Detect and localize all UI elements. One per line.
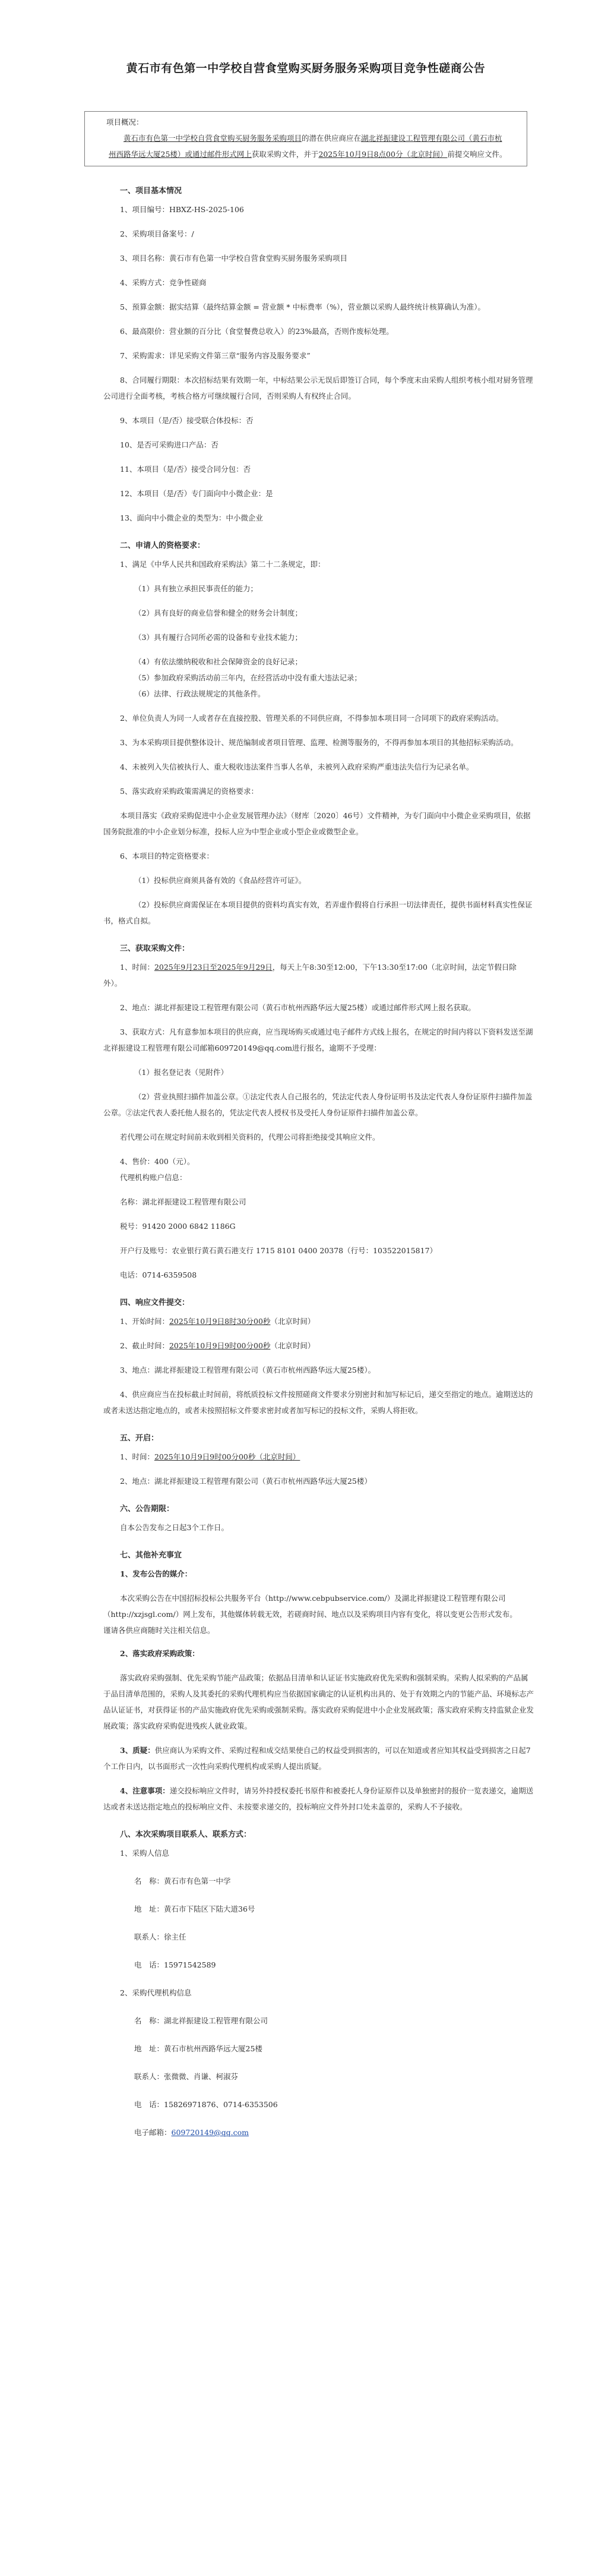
- s4-note: 4、供应商应当在投标截止时间前，将纸质投标文件按照磋商文件要求分别密封和加写标记后，递交至指定的地点。逾期送达的或者未送达指定地点的，或者未按照招标文件要求密封或者加写标记的投标文件，采购人将拒收。: [103, 1390, 533, 1415]
- overview-deadline: 2025年10月9日8点00分（北京时间）: [318, 150, 448, 159]
- purchaser-heading: 1、采购人信息: [120, 1849, 169, 1858]
- agency-email-label: 电子邮箱：: [134, 2128, 172, 2137]
- s1-item: 6、最高限价：营业额的百分比（食堂餐费总收入）的23%最高，否则作废标处理。: [120, 327, 394, 336]
- s1-item: 3、项目名称：黄石市有色第一中学校自营食堂购买厨务服务采购项目: [120, 254, 347, 263]
- purchaser-address: 地 址：黄石市下陆区下陆大道36号: [134, 1905, 255, 1913]
- section-1-heading: 一、项目基本情况: [120, 187, 182, 196]
- section-4-heading: 四、响应文件提交：: [120, 1298, 190, 1307]
- s1-item: 7、采购需求：详见采购文件第三章“服务内容及服务要求”: [120, 351, 311, 360]
- s3-req: （1）报名登记表（见附件）: [134, 1068, 228, 1077]
- s7-media-text-b: 谨请各供应商随时关注相关信息。: [103, 1626, 215, 1635]
- s3-method: 3、获取方式：凡有意参加本项目的供应商，应当现场购买或通过电子邮件方式线上报名，在规定的时间内将以下资料发送至湖北祥振建设工程管理有限公司邮箱609720149@qq.com进行报名，逾期不予受理：: [103, 1027, 533, 1052]
- s7-policy-text: 落实政府采购强制、优先采购节能产品政策；依据品目清单和认证证书实施政府优先采购和强制采购。采购人拟采购的产品属于品目清单范围的，采购人及其委托的采购代理机构应当依据国家确定的认证机构出具的、处于有效期之内的节能产品、环境标志产品认证证书，对获得证书的产品实施政府优先采购或强制采购。落实政府采购促进中小企业发展政策；落实政府采购支持监狱企业发展政策；落实政府采购促进残疾人就业政策。: [103, 1673, 534, 1730]
- overview-text: [109, 130, 509, 162]
- s3-note: 若代理公司在规定时间前未收到相关资料的，代理公司将拒绝接受其响应文件。: [120, 1133, 380, 1142]
- overview-text-b: 的潜在供应商应在: [302, 134, 362, 143]
- s4-start-label: 1、开始时间：: [120, 1317, 169, 1326]
- section-6-heading: 六、公告期限：: [120, 1505, 175, 1514]
- purchaser-name: 名 称：黄石市有色第一中学: [134, 1877, 231, 1886]
- s7-notice-text: 递交投标响应文件时，请另外持授权委托书原件和被委托人身份证原件以及单独密封的报价一览表递交，逾期送达或者未送达指定地点的投标响应文件、未按要求递交的，投标响应文件外封口处未盖章的，采购人不予接收。: [103, 1786, 534, 1811]
- s2-para: （1）投标供应商须具备有效的《食品经营许可证》。: [134, 876, 306, 885]
- s2-condition: （5）参加政府采购活动前三年内，在经营活动中没有重大违法记录；: [134, 673, 362, 682]
- s2-para: 4、未被列入失信被执行人、重大税收违法案件当事人名单，未被列入政府采购严重违法失信行为记录名单。: [120, 762, 474, 771]
- s1-item: 9、本项目（是/否）接受联合体投标：否: [120, 416, 254, 425]
- section-7-heading: 七、其他补充事宜: [120, 1551, 182, 1560]
- s3-account-tel: 电话：0714-6359508: [120, 1270, 197, 1279]
- s7-notice-label: 4、注意事项：: [120, 1786, 170, 1795]
- s4-start-tz: （北京时间）: [270, 1317, 315, 1326]
- s7-notice: [77, 1783, 534, 1815]
- contact-block: [77, 1845, 534, 2140]
- overview-project-name: 黄石市有色第一中学校自营食堂购买厨务服务采购项目: [124, 134, 302, 143]
- s5-time: [77, 1449, 534, 1465]
- overview-location: 湖北祥振建设工程管理有限公司（黄石市杭州西路华远大厦25楼）或通过邮件形式网上: [109, 134, 502, 159]
- s3-time-label: 1、时间：: [120, 963, 154, 972]
- s7-query: [77, 1742, 534, 1774]
- s5-location: 2、地点：湖北祥振建设工程管理有限公司（黄石市杭州西路华远大厦25楼）: [120, 1477, 372, 1486]
- s3-time-range: 2025年9月23日至2025年9月29日: [154, 963, 273, 972]
- agency-address: 地 址：黄石市杭州西路华远大厦25楼: [134, 2044, 262, 2053]
- s2-para: 2、单位负责人为同一人或者存在直接控股、管理关系的不同供应商，不得参加本项目同一合同项下的政府采购活动。: [120, 714, 504, 723]
- s7-query-label: 3、质疑：: [120, 1746, 155, 1755]
- s6-text: 自本公告发布之日起3个工作日。: [120, 1523, 229, 1532]
- overview-label: 项目概况：: [106, 118, 144, 127]
- agency-phone: 电 话：15826971876、0714-6353506: [134, 2100, 278, 2109]
- overview-text-d: 获取采购文件，并于: [251, 150, 319, 159]
- s3-req: （2）营业执照扫描件加盖公章。①法定代表人自己报名的，凭法定代表人身份证明书及法定代表人身份证原件扫描件加盖公章。②法定代表人委托他人报名的，凭法定代表人授权书及受托人身份证原件扫描件加盖公章。: [103, 1092, 533, 1117]
- s5-time-value: 2025年10月9日9时00分00秒（北京时间）: [154, 1452, 300, 1461]
- agency-email-row: [77, 2124, 534, 2140]
- project-overview-box: [84, 111, 527, 166]
- s2-condition: （6）法律、行政法规规定的其他条件。: [134, 689, 265, 698]
- purchaser-phone: 电 话：15971542589: [134, 1960, 216, 1969]
- s2-para: 6、本项目的特定资格要求：: [120, 852, 214, 860]
- section-5-heading: 五、开启：: [120, 1434, 159, 1443]
- s2-condition: （3）具有履行合同所必需的设备和专业技术能力；: [134, 633, 302, 642]
- s1-item: 13、面向中小微企业的类型为：中小微企业: [120, 513, 263, 522]
- s7-media-heading: 1、发布公告的媒介：: [120, 1569, 192, 1578]
- s2-intro: 1、满足《中华人民共和国政府采购法》第二十二条规定，即：: [120, 560, 325, 569]
- s7-query-text: 供应商认为采购文件、采购过程和成交结果使自己的权益受到损害的，可以在知道或者应知其权益受到损害之日起7个工作日内，以书面形式一次性向采购代理机构或采购人提出质疑。: [103, 1746, 531, 1771]
- s4-start-time: 2025年10月9日8时30分00秒: [169, 1317, 271, 1326]
- document-page: [77, 36, 534, 2152]
- s3-time-hours: ，每天上午8:30至12:00，下午13:30至17:00（北京时间，法定节假日除外）。: [103, 963, 517, 988]
- s2-para: 3、为本采购项目提供整体设计、规范编制或者项目管理、监理、检测等服务的，不得再参加本项目的其他招标采购活动。: [120, 738, 518, 747]
- s3-account-tax: 税号：91420 2000 6842 1186G: [120, 1222, 236, 1231]
- s7-policy-heading: 2、落实政府采购政策：: [120, 1649, 200, 1658]
- s2-para: 本项目落实《政府采购促进中小企业发展管理办法》（财库〔2020〕46号）文件精神，为专门面向中小微企业采购项目，依据国务院批准的中小企业划分标准，投标人应为中型企业或小型企业或微型企业。: [103, 811, 531, 836]
- agency-contact: 联系人：张微微、肖谦、柯淑芬: [134, 2072, 239, 2081]
- section-3-heading: 三、获取采购文件：: [120, 944, 190, 953]
- s3-account-heading: 代理机构账户信息：: [120, 1173, 187, 1182]
- agency-name: 名 称：湖北祥振建设工程管理有限公司: [134, 2016, 268, 2025]
- section-2-heading: 二、申请人的资格要求：: [120, 541, 205, 550]
- s1-item: 11、本项目（是/否）接受合同分包：否: [120, 465, 251, 474]
- s4-deadline-time: 2025年10月9日9时00分00秒: [169, 1341, 271, 1350]
- s1-item: 8、合同履行期限：本次招标结果有效期一年，中标结果公示无误后即签订合同，每个季度末由采购人组织考核小组对厨务管理公司进行全面考核，考核合格方可继续履行合同，否则采购人有权终止合同。: [103, 376, 533, 401]
- agency-email-link[interactable]: 609720149@qq.com: [171, 2128, 249, 2137]
- s5-time-label: 1、时间：: [120, 1452, 154, 1461]
- document-title: 黄石市有色第一中学校自营食堂购买厨务服务采购项目竞争性磋商公告: [126, 62, 486, 75]
- s3-price: 4、售价：400（元）。: [120, 1157, 195, 1166]
- purchaser-contact: 联系人：徐主任: [134, 1932, 186, 1941]
- s1-item: 10、是否可采购进口产品：否: [120, 440, 218, 449]
- s1-item: 4、采购方式：竞争性磋商: [120, 278, 207, 287]
- s2-condition: （2）具有良好的商业信誉和健全的财务会计制度；: [134, 608, 302, 617]
- s7-media-text: 本次采购公告在中国招标投标公共服务平台（http://www.cebpubservice.com/）及湖北祥振建设工程管理有限公司（http://xzjsgl.com/）网上发布，其他媒体转载无效，若磋商时间、地点以及采购项目内容有变化，将以变更公告形式发布。: [103, 1594, 517, 1619]
- s3-location: 2、地点：湖北祥振建设工程管理有限公司（黄石市杭州西路华远大厦25楼）或通过邮件形式网上报名获取。: [120, 1003, 476, 1012]
- s3-account-name: 名称：湖北祥振建设工程管理有限公司: [120, 1197, 246, 1206]
- s1-item: 1、项目编号：HBXZ-HS-2025-106: [120, 205, 244, 214]
- s2-para: 5、落实政府采购政策需满足的资格要求：: [120, 787, 258, 796]
- s4-start: [77, 1313, 534, 1329]
- section-8-heading: 八、本次采购项目联系人、联系方式：: [120, 1830, 252, 1839]
- agency-heading: 2、采购代理机构信息: [120, 1988, 192, 1997]
- overview-text-f: 前提交响应文件。: [447, 150, 507, 159]
- s4-location: 3、地点：湖北祥振建设工程管理有限公司（黄石市杭州西路华远大厦25楼）。: [120, 1366, 376, 1374]
- s1-item: 2、采购项目备案号：/: [120, 229, 194, 238]
- s1-item: 12、本项目（是/否）专门面向中小微企业：是: [120, 489, 273, 498]
- s3-account-bank: 开户行及账号：农业银行黄石黄石港支行 1715 8101 0400 20378（行号：103522015817）: [120, 1246, 438, 1255]
- s1-item: 5、预算金额：据实结算（最终结算金额 = 营业额 * 中标费率（%），营业额以采购人最终统计核算确认为准）。: [120, 302, 485, 311]
- s4-deadline-label: 2、截止时间：: [120, 1341, 169, 1350]
- s2-condition: （4）有依法缴纳税收和社会保障资金的良好记录；: [134, 657, 302, 666]
- s4-deadline-tz: （北京时间）: [270, 1341, 315, 1350]
- s2-condition: （1）具有独立承担民事责任的能力；: [134, 584, 258, 593]
- s4-deadline: [77, 1338, 534, 1354]
- s3-time: [77, 959, 534, 991]
- s2-para: （2）投标供应商需保证在本项目提供的资料均真实有效，若弄虚作假将自行承担一切法律责任，提供书面材料真实性保证书，格式自拟。: [103, 900, 533, 925]
